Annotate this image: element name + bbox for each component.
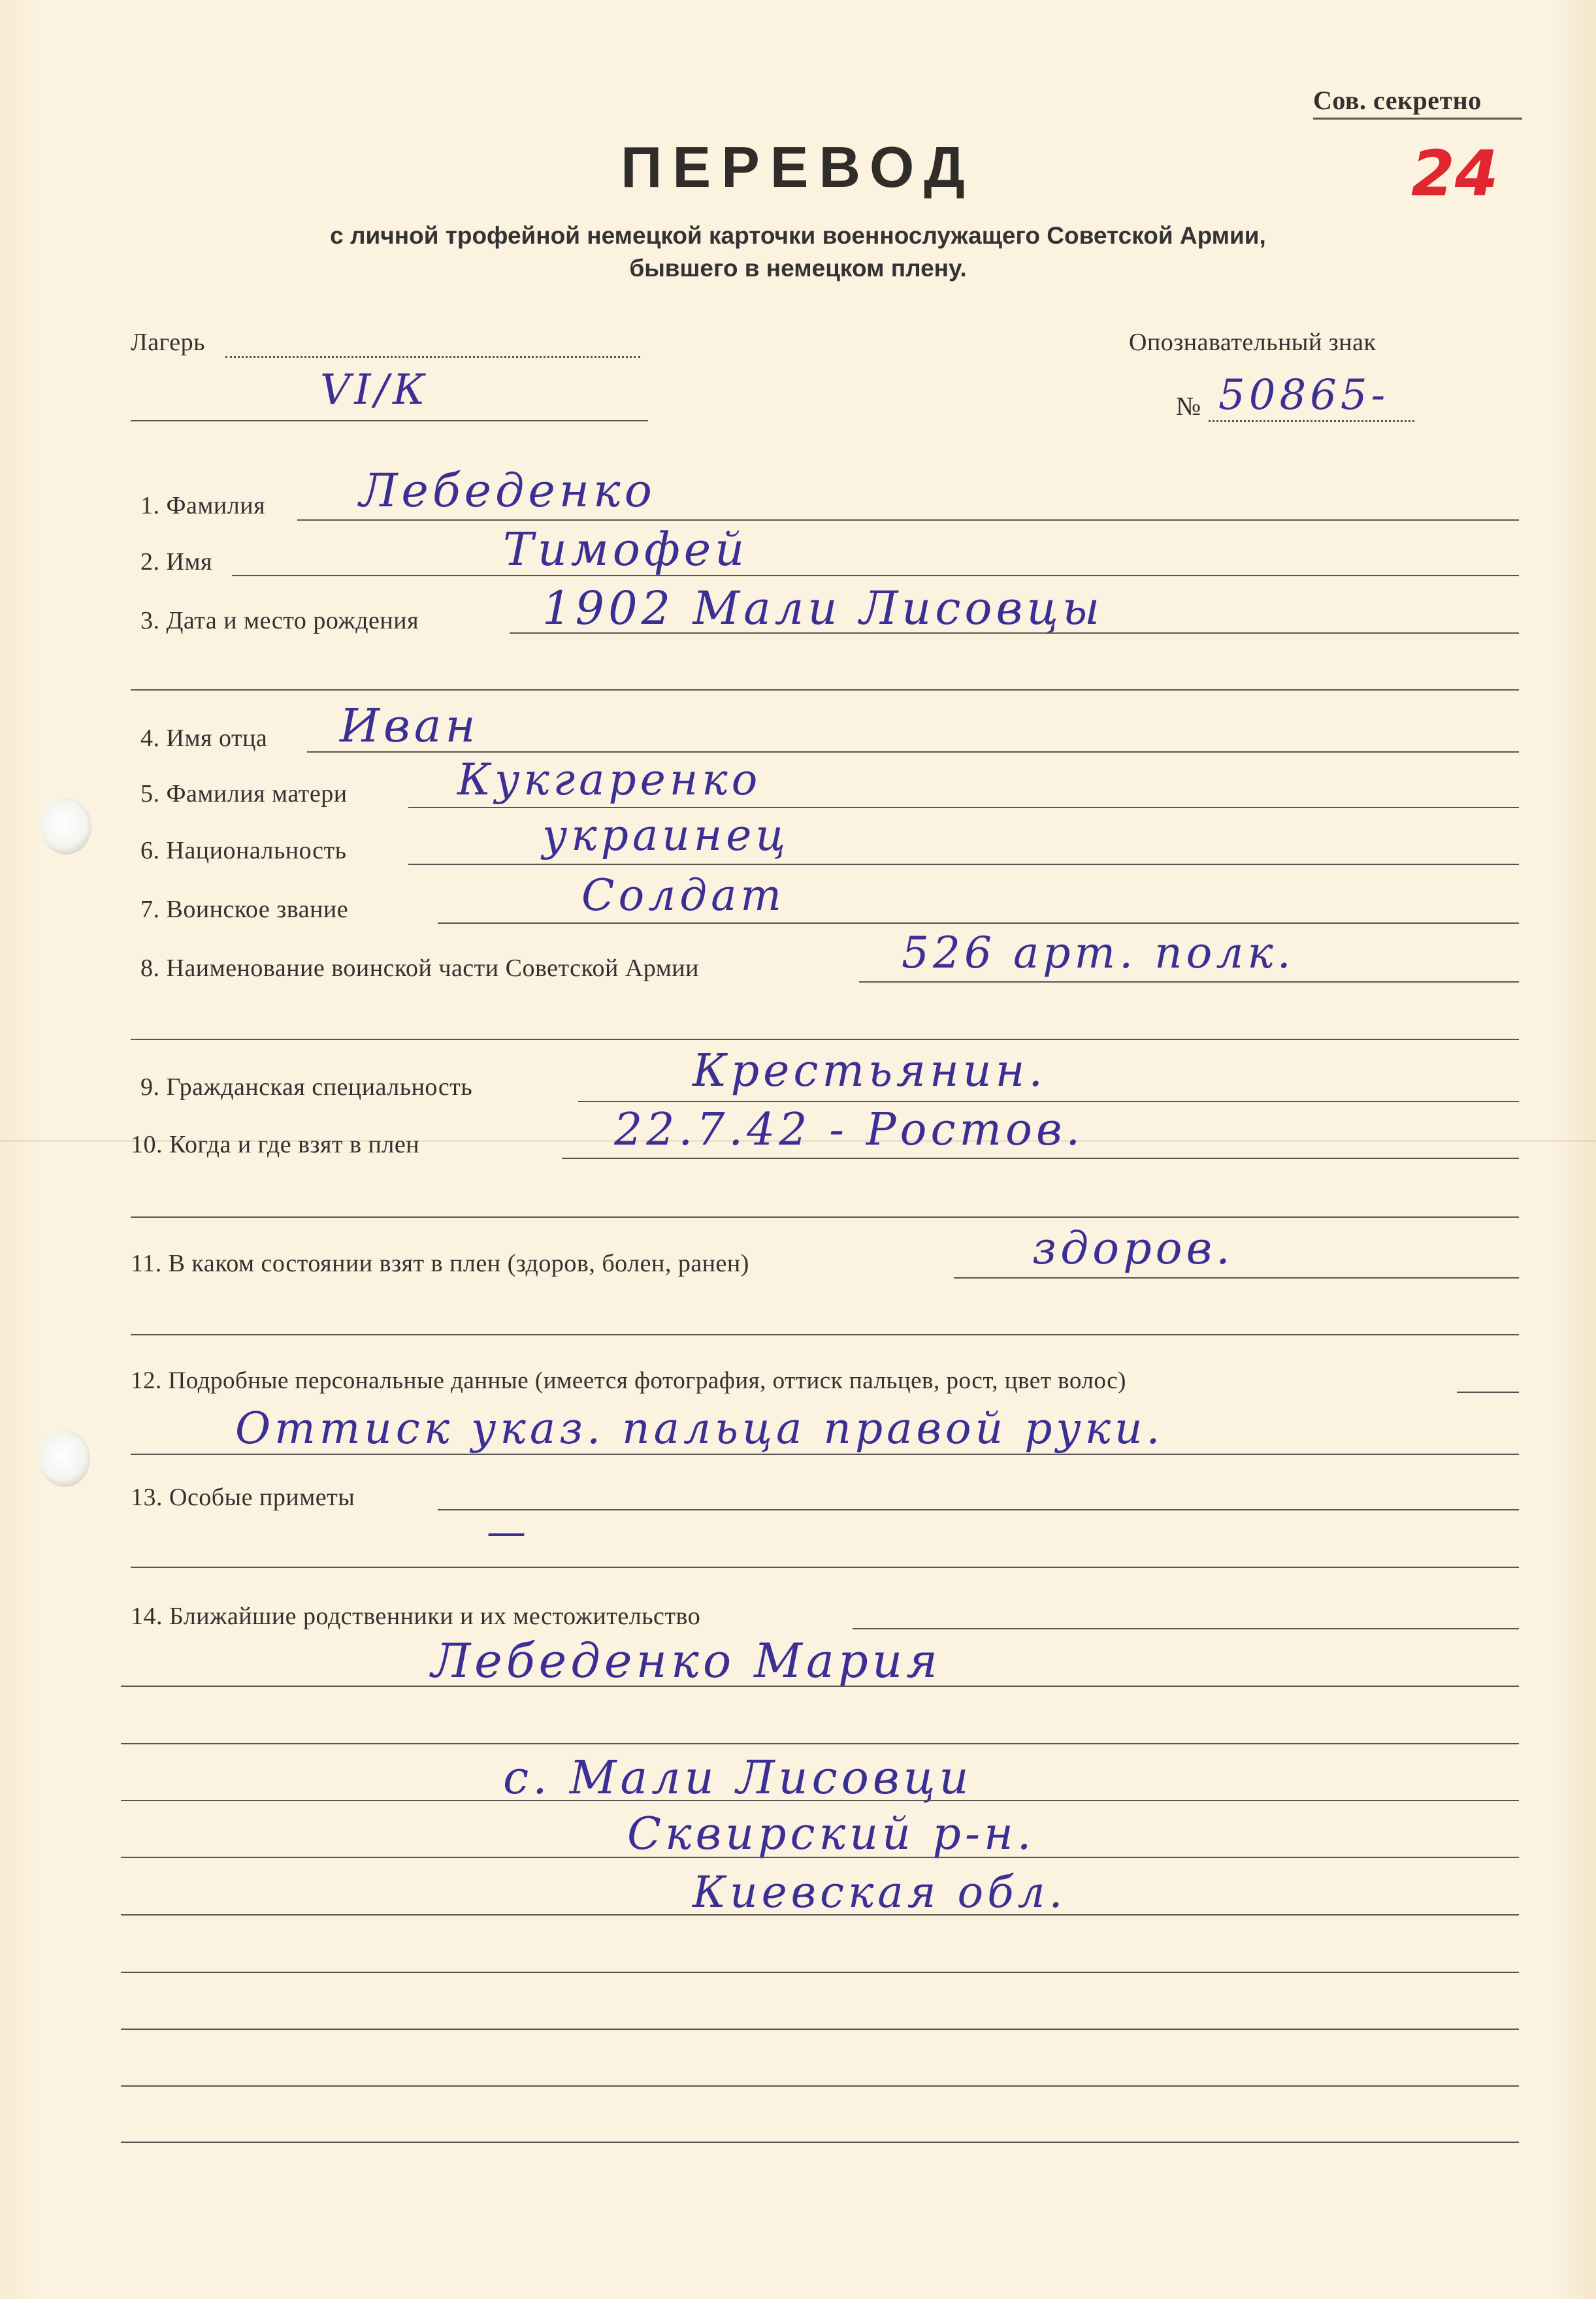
nationality-label: 6. Национальность xyxy=(140,837,347,864)
subtitle-line-1: с личной трофейной немецкой карточки военнослужащего Советской Армии, xyxy=(330,222,1266,249)
marks-line xyxy=(438,1509,1519,1510)
rank-line xyxy=(438,922,1519,924)
captured-label: 10. Когда и где взят в плен xyxy=(131,1131,420,1158)
unit-line-2 xyxy=(131,1039,1519,1040)
relatives-label: 14. Ближайшие родственники и их местожительство xyxy=(131,1603,701,1630)
surname-label: 1. Фамилия xyxy=(140,492,266,519)
personal-line xyxy=(131,1454,1519,1455)
marks-value: — xyxy=(487,1509,530,1555)
birth-line-2 xyxy=(131,689,1519,691)
id-mark-prefix: № xyxy=(1176,391,1201,421)
relatives-rule-4 xyxy=(121,1857,1519,1858)
relatives-rule-6 xyxy=(121,1972,1519,1973)
nationality-line xyxy=(408,864,1519,865)
document-title: ПЕРЕВОД xyxy=(621,135,975,199)
name-value: Тимофей xyxy=(503,523,749,576)
id-mark-label: Опознавательный знак xyxy=(1129,329,1376,356)
camp-line xyxy=(131,420,648,421)
subtitle-line-2: бывшего в немецком плену. xyxy=(629,255,967,282)
unit-value: 526 арт. полк. xyxy=(902,928,1295,978)
father-label: 4. Имя отца xyxy=(140,725,268,752)
id-mark-value: 50865- xyxy=(1218,371,1390,419)
relatives-rule-2 xyxy=(121,1743,1519,1744)
mother-line xyxy=(408,807,1519,808)
father-value: Иван xyxy=(340,699,480,753)
classification-underline xyxy=(1313,118,1522,120)
relatives-rule-7 xyxy=(121,2029,1519,2030)
condition-value: здоров. xyxy=(1032,1223,1234,1275)
classification-stamp: Сов. секретно xyxy=(1313,86,1482,115)
marks-line-2 xyxy=(131,1567,1519,1568)
birth-value: 1902 Мали Лисовцы xyxy=(542,581,1104,635)
birth-label: 3. Дата и место рождения xyxy=(140,607,419,634)
personal-value: Оттиск указ. пальца правой руки. xyxy=(235,1403,1164,1454)
profession-line xyxy=(578,1101,1519,1102)
captured-line-2 xyxy=(131,1216,1519,1218)
name-label: 2. Имя xyxy=(140,548,212,576)
personal-label: 12. Подробные персональные данные (имеется фотография, оттиск пальцев, рост, цвет волос) xyxy=(131,1367,1126,1394)
relatives-line-4: Киевская обл. xyxy=(692,1867,1067,1917)
mother-value: Кукгаренко xyxy=(457,755,762,805)
profession-label: 9. Гражданская специальность xyxy=(140,1073,473,1101)
unit-label: 8. Наименование воинской части Советской Армии xyxy=(140,954,699,982)
relatives-line-2: с. Мали Лисовци xyxy=(503,1751,973,1804)
camp-dotted-line xyxy=(225,356,640,358)
relatives-line-3: Сквирский р-н. xyxy=(627,1808,1035,1860)
personal-line-end xyxy=(1457,1392,1519,1393)
camp-value: VI/К xyxy=(320,366,429,414)
nationality-value: украинец xyxy=(542,810,790,860)
profession-value: Крестьянин. xyxy=(692,1045,1047,1097)
condition-line-2 xyxy=(131,1334,1519,1335)
punch-hole-bottom xyxy=(39,1431,90,1487)
relatives-rule-3 xyxy=(121,1800,1519,1801)
surname-value: Лебеденко xyxy=(359,464,656,517)
relatives-rule-5 xyxy=(121,1914,1519,1916)
rank-value: Солдат xyxy=(581,870,786,921)
punch-hole-top xyxy=(41,798,91,855)
relatives-rule-8 xyxy=(121,2085,1519,2087)
rank-label: 7. Воинское звание xyxy=(140,896,349,923)
id-mark-dotted-line xyxy=(1209,420,1414,422)
camp-label: Лагерь xyxy=(131,329,205,356)
sheet-number: 24 xyxy=(1411,137,1499,210)
birth-line xyxy=(510,632,1519,634)
relatives-rule-9 xyxy=(121,2142,1519,2143)
relatives-line-1: Лебеденко Мария xyxy=(431,1633,941,1688)
condition-line xyxy=(954,1277,1519,1279)
condition-label: 11. В каком состоянии взят в плен (здоров, болен, ранен) xyxy=(131,1250,749,1277)
mother-label: 5. Фамилия матери xyxy=(140,780,348,807)
father-line xyxy=(307,751,1519,753)
surname-line xyxy=(297,519,1519,521)
relatives-rule-1 xyxy=(121,1686,1519,1687)
captured-value: 22.7.42 - Ростов. xyxy=(614,1104,1084,1156)
relatives-line-head xyxy=(853,1628,1519,1629)
name-line xyxy=(232,575,1519,576)
unit-line xyxy=(859,981,1519,983)
captured-line xyxy=(562,1158,1519,1159)
marks-label: 13. Особые приметы xyxy=(131,1484,355,1511)
